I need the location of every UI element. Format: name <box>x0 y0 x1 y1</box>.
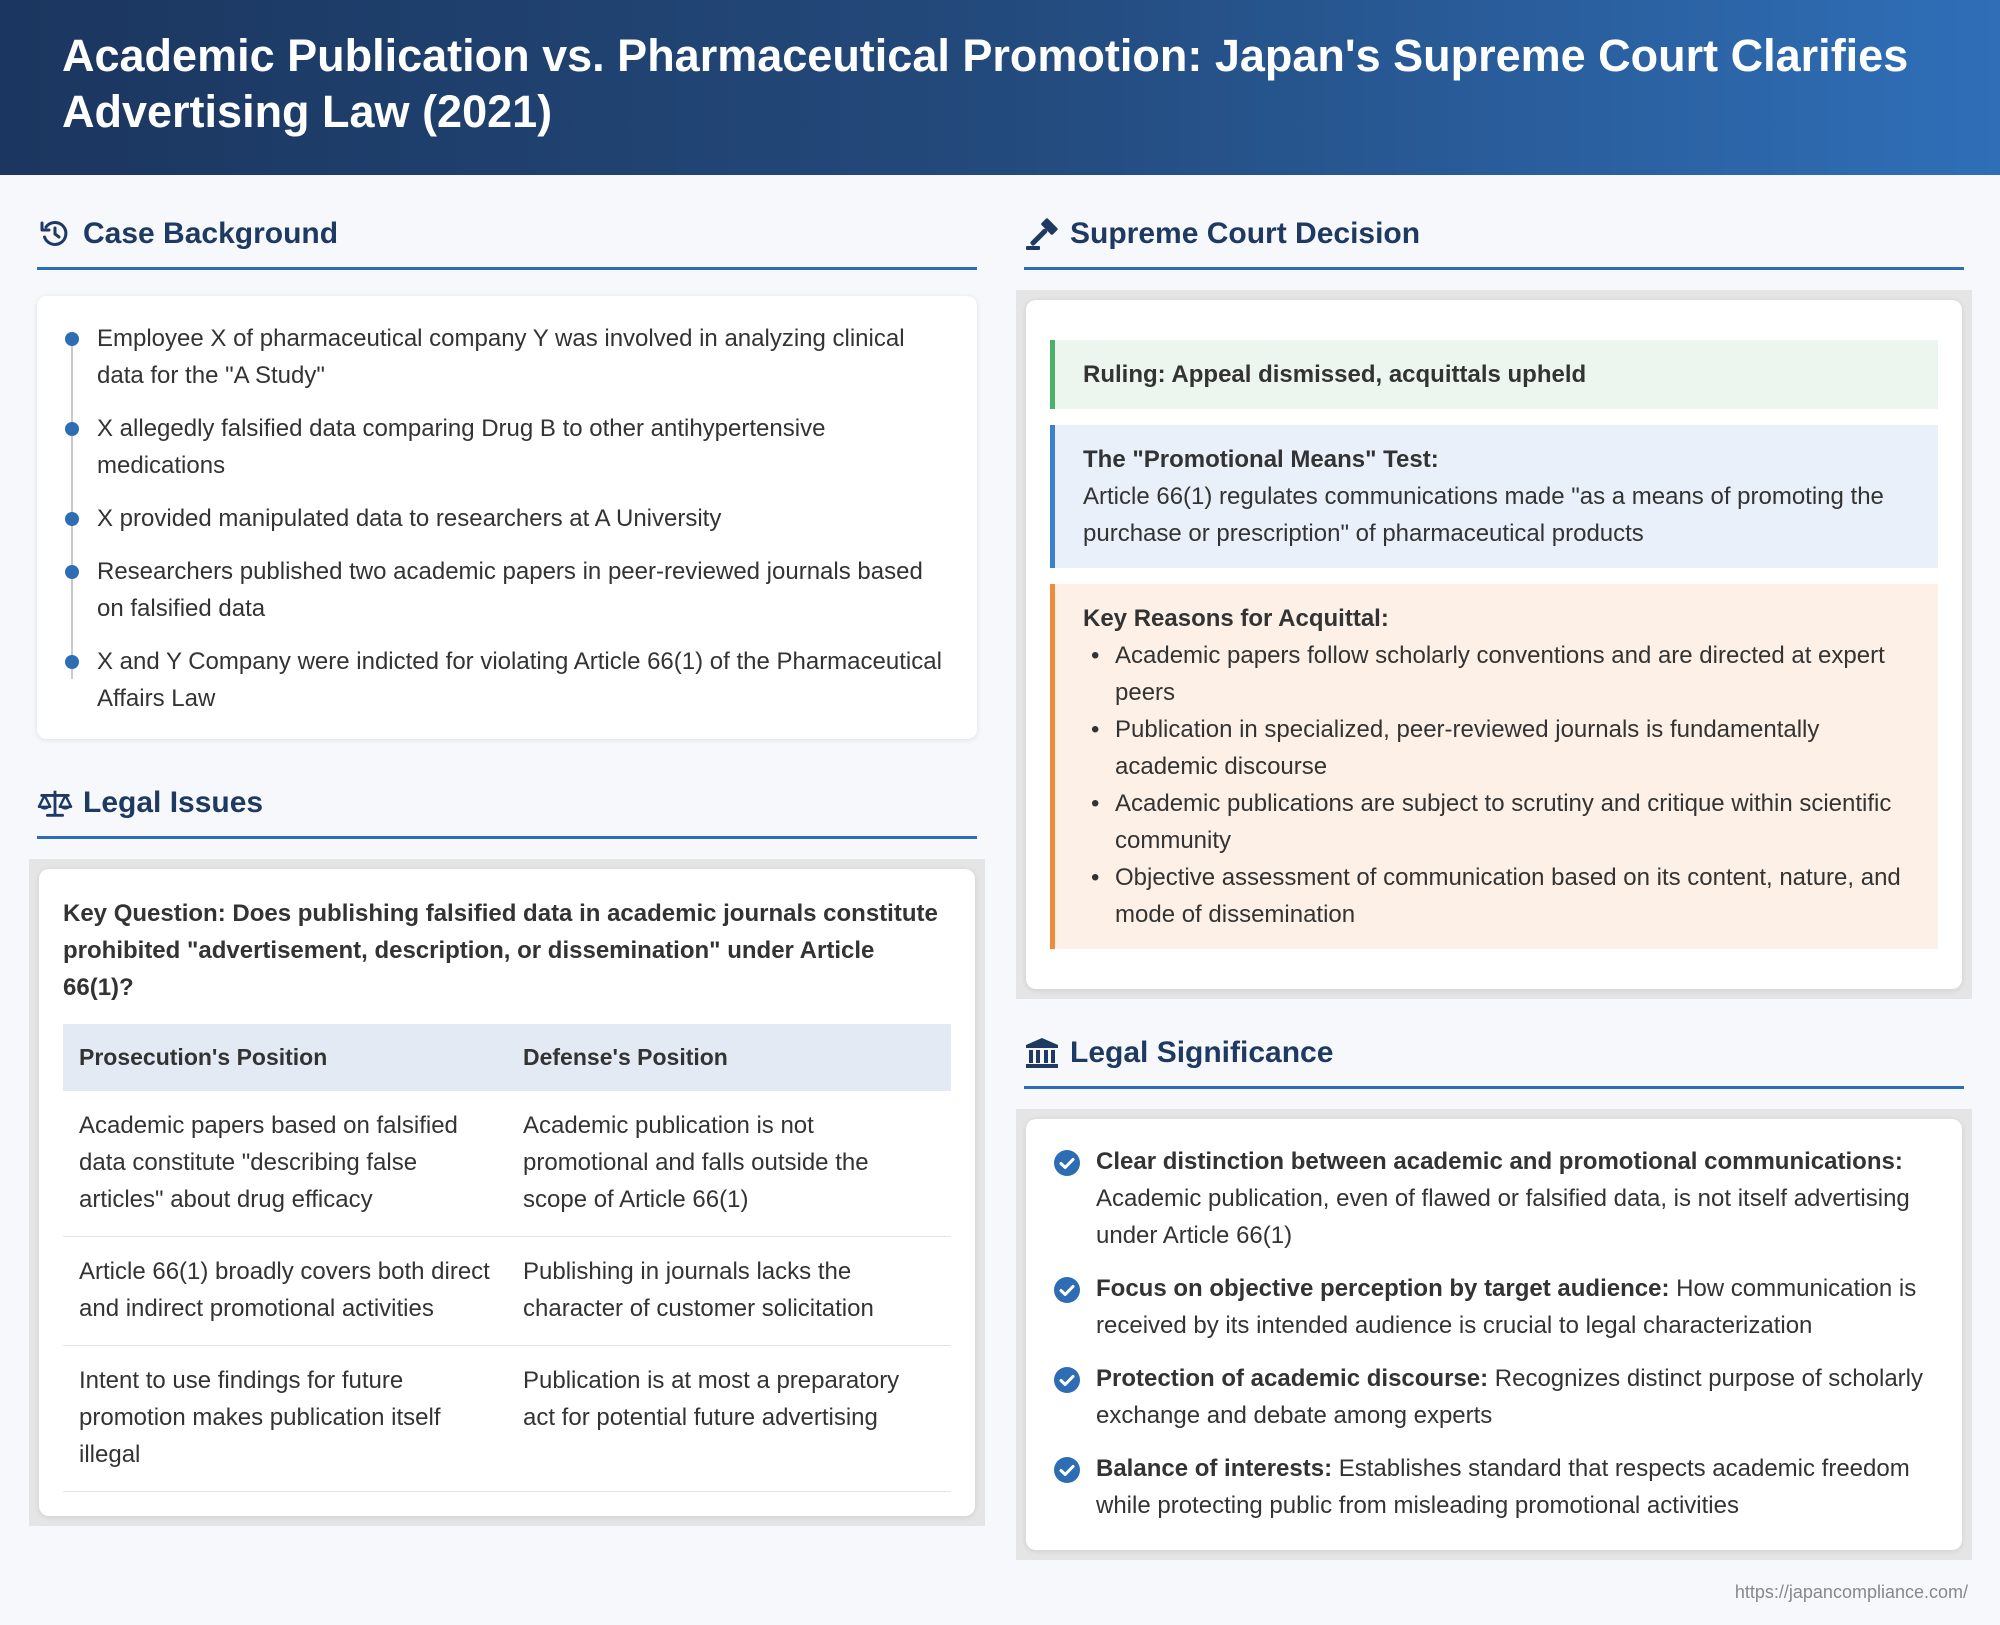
decision-card <box>1026 300 1962 989</box>
reasons-list <box>1083 637 1910 933</box>
significance-item: Clear distinction between academic and promotional communications: Academic publication, even of flawed or falsified data, is not itself advertising under Article 66(1) <box>1054 1143 1934 1254</box>
list-item: • Academic papers follow scholarly conventions and are directed at expert peers <box>1083 637 1910 711</box>
ruling-text: Ruling: Appeal dismissed, acquittals upheld <box>1083 361 1587 388</box>
significance-item: Balance of interests: Establishes standard that respects academic freedom while protecting public from misleading promotional activities <box>1054 1450 1934 1524</box>
case-background-title: Case Background <box>83 216 339 250</box>
positions-table <box>63 1024 951 1492</box>
timeline-dot <box>65 565 79 579</box>
list-item: • Academic publications are subject to scrutiny and critique within scientific community <box>1083 785 1910 859</box>
timeline-dot <box>65 655 79 669</box>
scales-icon <box>37 785 73 821</box>
landmark-icon <box>1024 1035 1060 1071</box>
prosecution-header: Prosecution's Position <box>63 1024 507 1091</box>
reasons-box <box>1050 584 1938 949</box>
table-row <box>63 1346 951 1492</box>
history-icon <box>37 216 73 252</box>
page-header <box>0 0 2000 175</box>
page-title: Academic Publication vs. Pharmaceutical Promotion: Japan's Supreme Court Clarifies Advertising Law (2021) <box>62 30 1909 137</box>
reasons-title: Key Reasons for Acquittal: <box>1083 605 1389 632</box>
timeline-dot <box>65 422 79 436</box>
timeline-item: Employee X of pharmaceutical company Y was involved in analyzing clinical data for the "A Study" <box>65 320 949 394</box>
table-cell: Intent to use findings for future promotion makes publication itself illegal <box>63 1346 507 1492</box>
decision-title: Supreme Court Decision <box>1070 216 1421 250</box>
table-row <box>63 1237 951 1346</box>
check-circle-icon <box>1054 1367 1080 1393</box>
table-header-row <box>63 1024 951 1091</box>
legal-issues-card <box>39 869 975 1516</box>
footer-url[interactable]: https://japancompliance.com/ <box>1734 1582 1968 1602</box>
table-row <box>63 1091 951 1237</box>
right-column <box>1024 200 1964 1560</box>
test-title: The "Promotional Means" Test: <box>1083 446 1439 473</box>
table-cell: Academic publication is not promotional and falls outside the scope of Article 66(1) <box>507 1091 951 1237</box>
significance-item: Protection of academic discourse: Recognizes distinct purpose of scholarly exchange and debate among experts <box>1054 1360 1934 1434</box>
table-cell: Publication is at most a preparatory act for potential future advertising <box>507 1346 951 1492</box>
check-circle-icon <box>1054 1150 1080 1176</box>
timeline-item: X allegedly falsified data comparing Drug B to other antihypertensive medications <box>65 410 949 484</box>
ruling-box <box>1050 340 1938 409</box>
table-cell: Publishing in journals lacks the character of customer solicitation <box>507 1237 951 1346</box>
defense-header: Defense's Position <box>507 1024 951 1091</box>
case-background-heading <box>37 200 977 270</box>
list-item: • Publication in specialized, peer-reviewed journals is fundamentally academic discourse <box>1083 711 1910 785</box>
significance-heading <box>1024 1019 1964 1089</box>
list-item: • Objective assessment of communication based on its content, nature, and mode of dissemination <box>1083 859 1910 933</box>
case-background-card <box>37 296 977 739</box>
significance-item: Focus on objective perception by target audience: How communication is received by its intended audience is crucial to legal characterization <box>1054 1270 1934 1344</box>
legal-issues-frame <box>29 859 985 1526</box>
timeline-dot <box>65 512 79 526</box>
significance-frame <box>1016 1109 1972 1560</box>
check-circle-icon <box>1054 1277 1080 1303</box>
timeline-item: X provided manipulated data to researchers at A University <box>65 500 949 537</box>
table-cell: Article 66(1) broadly covers both direct and indirect promotional activities <box>63 1237 507 1346</box>
legal-issues-heading <box>37 769 977 839</box>
decision-heading <box>1024 200 1964 270</box>
legal-issues-title: Legal Issues <box>83 785 264 819</box>
check-circle-icon <box>1054 1457 1080 1483</box>
gavel-icon <box>1024 216 1060 252</box>
timeline-item: Researchers published two academic papers in peer-reviewed journals based on falsified data <box>65 553 949 627</box>
table-cell: Academic papers based on falsified data constitute "describing false articles" about drug efficacy <box>63 1091 507 1237</box>
test-box <box>1050 425 1938 568</box>
timeline-dot <box>65 332 79 346</box>
decision-frame <box>1016 290 1972 999</box>
left-column <box>37 200 977 1526</box>
timeline-item: X and Y Company were indicted for violating Article 66(1) of the Pharmaceutical Affairs Law <box>65 643 949 717</box>
significance-card <box>1026 1119 1962 1550</box>
key-question: Key Question: Does publishing falsified data in academic journals constitute prohibited "advertisement, description, or dissemination" under Article 66(1)? <box>63 900 938 1001</box>
significance-title: Legal Significance <box>1070 1035 1334 1069</box>
test-text: Article 66(1) regulates communications made "as a means of promoting the purchase or prescription" of pharmaceutical products <box>1083 483 1884 547</box>
